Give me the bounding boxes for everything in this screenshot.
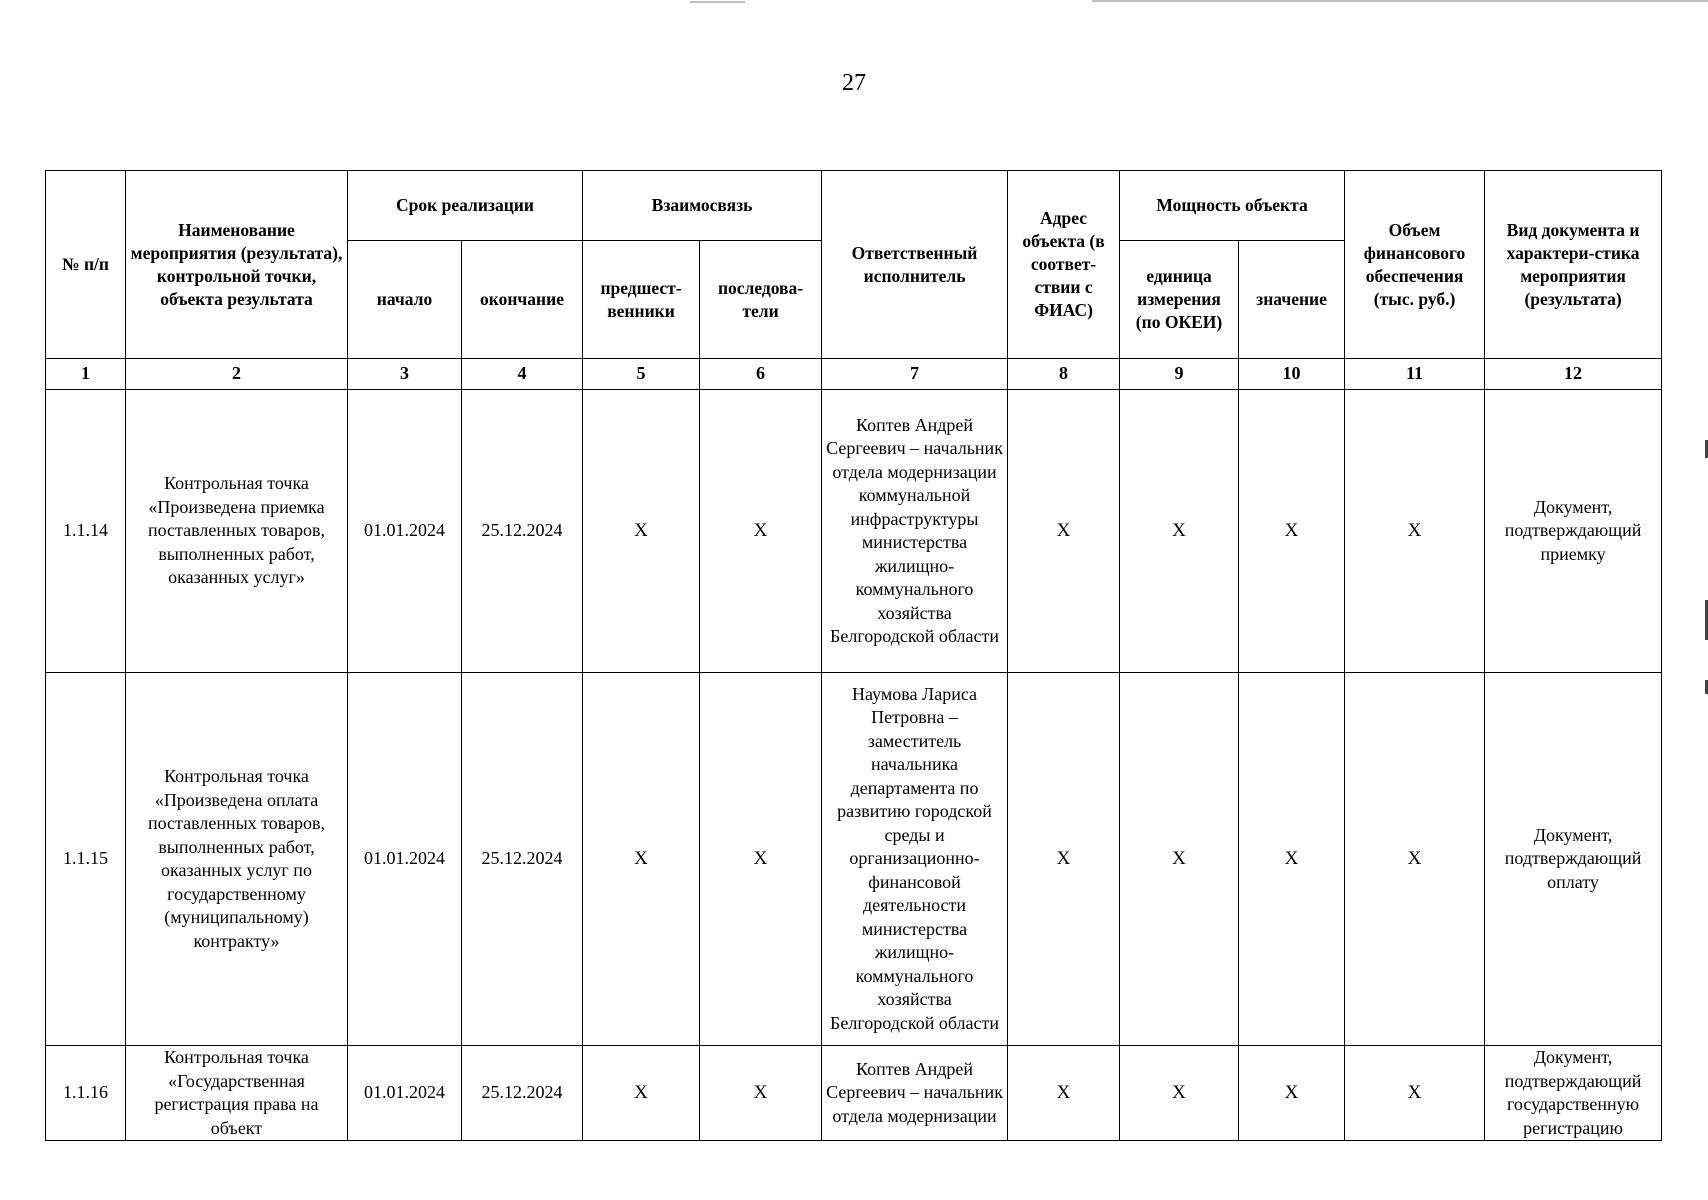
header-capacity-value: значение [1239, 241, 1345, 359]
row-address: X [1008, 390, 1120, 673]
row-start-date: 01.01.2024 [348, 390, 462, 673]
table-row [46, 390, 1662, 673]
column-number: 12 [1485, 359, 1662, 390]
row-end-date: 25.12.2024 [462, 673, 583, 1046]
row-responsible: Коптев Андрей Сергеевич – начальник отдела модернизации коммунальной инфраструктуры министерства жилищно-коммунального хозяйства Белгородской области [822, 390, 1008, 673]
scan-artifact-line [690, 1, 745, 3]
column-number: 10 [1239, 359, 1345, 390]
row-number: 1.1.16 [46, 1046, 126, 1141]
row-unit: X [1120, 390, 1239, 673]
row-name: Контрольная точка «Произведена оплата поставленных товаров, выполненных работ, оказанных услуг по государственному (муниципальному) контракту» [126, 673, 348, 1046]
header-doc-type: Вид документа и характери-стика мероприятия (результата) [1485, 171, 1662, 359]
row-responsible: Наумова Лариса Петровна – заместитель начальника департамента по развитию городской среды и организационно-финансовой деятельности министерства жилищно-коммунального хозяйства Белгородской области [822, 673, 1008, 1046]
header-link: Взаимосвязь [583, 171, 822, 241]
header-finance: Объем финансового обеспечения (тыс. руб.) [1345, 171, 1485, 359]
implementation-plan-table [45, 170, 1662, 1141]
row-predecessors: X [583, 673, 700, 1046]
row-number: 1.1.14 [46, 390, 126, 673]
row-predecessors: X [583, 390, 700, 673]
scan-artifact-line [1092, 0, 1708, 2]
column-number: 9 [1120, 359, 1239, 390]
header-address: Адрес объекта (в соответ-ствии с ФИАС) [1008, 171, 1120, 359]
row-address: X [1008, 1046, 1120, 1141]
row-document: Документ, подтверждающий государственную регистрацию [1485, 1046, 1662, 1141]
row-name: Контрольная точка «Государственная регистрация права на объект [126, 1046, 348, 1141]
column-number: 6 [700, 359, 822, 390]
row-address: X [1008, 673, 1120, 1046]
header-capacity-unit: единица измерения (по ОКЕИ) [1120, 241, 1239, 359]
row-end-date: 25.12.2024 [462, 390, 583, 673]
row-value: X [1239, 390, 1345, 673]
column-number: 3 [348, 359, 462, 390]
table-row [46, 673, 1662, 1046]
header-num: № п/п [46, 171, 126, 359]
row-successors: X [700, 1046, 822, 1141]
column-number: 1 [46, 359, 126, 390]
row-start-date: 01.01.2024 [348, 673, 462, 1046]
row-finance: X [1345, 1046, 1485, 1141]
row-successors: X [700, 390, 822, 673]
header-responsible: Ответственный исполнитель [822, 171, 1008, 359]
column-number: 11 [1345, 359, 1485, 390]
column-number: 2 [126, 359, 348, 390]
row-document: Документ, подтверждающий приемку [1485, 390, 1662, 673]
table-row [46, 1046, 1662, 1141]
row-finance: X [1345, 673, 1485, 1046]
column-number-row [46, 359, 1662, 390]
row-value: X [1239, 673, 1345, 1046]
row-name: Контрольная точка «Произведена приемка поставленных товаров, выполненных работ, оказанных услуг» [126, 390, 348, 673]
header-link-prev: предшест-венники [583, 241, 700, 359]
row-unit: X [1120, 1046, 1239, 1141]
row-number: 1.1.15 [46, 673, 126, 1046]
row-responsible: Коптев Андрей Сергеевич – начальник отдела модернизации [822, 1046, 1008, 1141]
row-finance: X [1345, 390, 1485, 673]
row-end-date: 25.12.2024 [462, 1046, 583, 1141]
header-period-end: окончание [462, 241, 583, 359]
row-unit: X [1120, 673, 1239, 1046]
header-capacity: Мощность объекта [1120, 171, 1345, 241]
row-document: Документ, подтверждающий оплату [1485, 673, 1662, 1046]
row-successors: X [700, 673, 822, 1046]
page-number: 27 [842, 70, 866, 96]
column-number: 7 [822, 359, 1008, 390]
row-start-date: 01.01.2024 [348, 1046, 462, 1141]
column-number: 5 [583, 359, 700, 390]
column-number: 4 [462, 359, 583, 390]
column-number: 8 [1008, 359, 1120, 390]
header-name: Наименование мероприятия (результата), контрольной точки, объекта результата [126, 171, 348, 359]
header-period-start: начало [348, 241, 462, 359]
header-link-next: последова-тели [700, 241, 822, 359]
header-row [46, 171, 1662, 241]
row-predecessors: X [583, 1046, 700, 1141]
header-period: Срок реализации [348, 171, 583, 241]
row-value: X [1239, 1046, 1345, 1141]
